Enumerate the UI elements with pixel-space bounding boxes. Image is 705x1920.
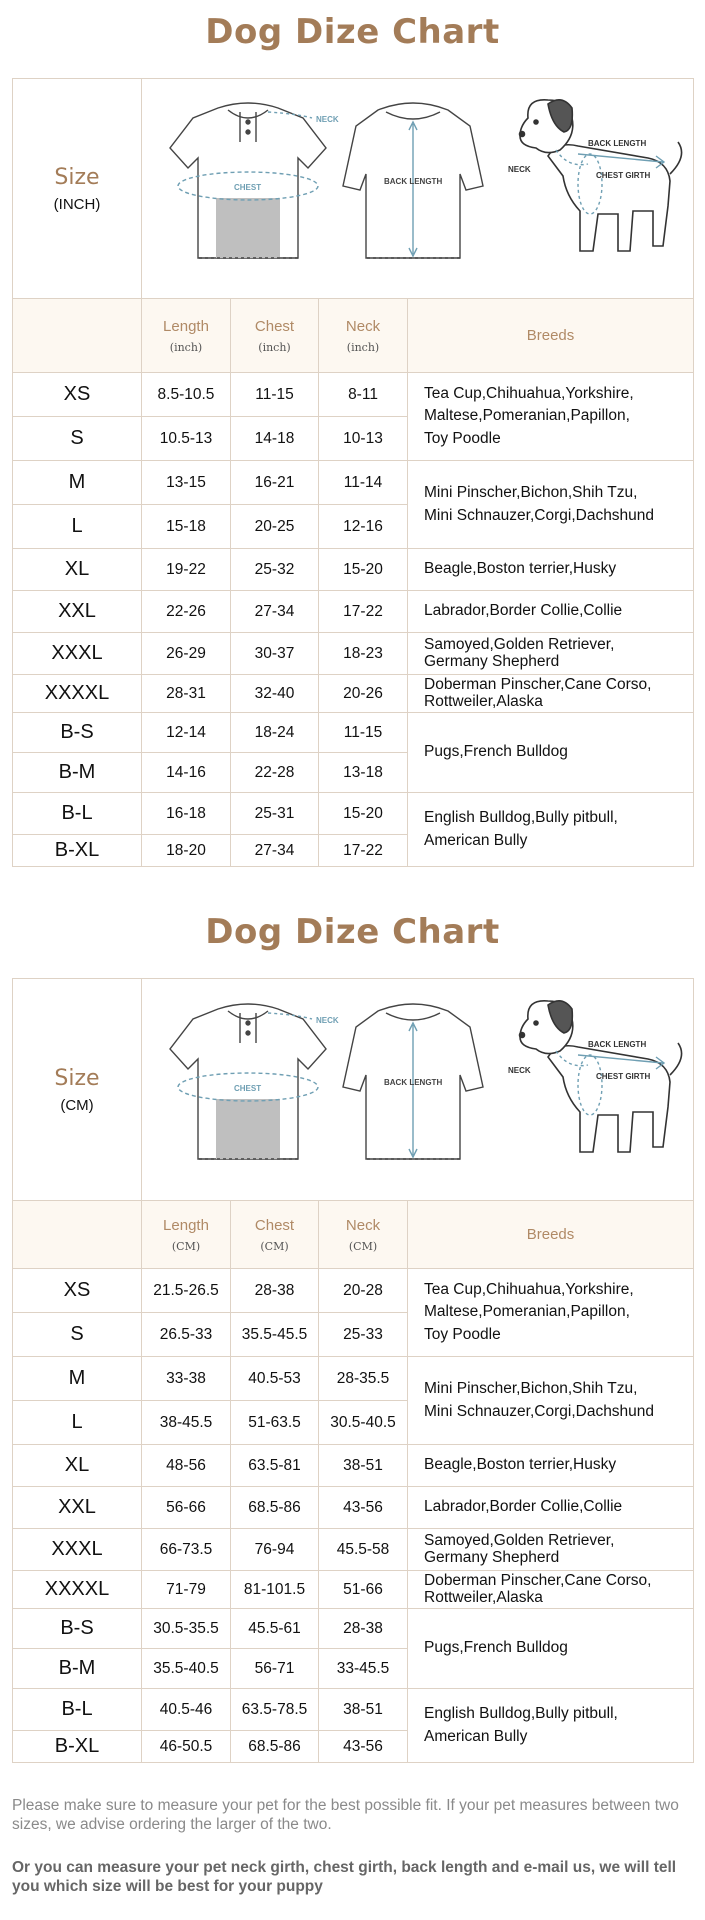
measurement-illustration: [142, 979, 694, 1201]
chest-cell: 28-38: [231, 1269, 319, 1313]
neck-cell: 38-51: [319, 1689, 408, 1731]
chest-cell: 30-37: [231, 633, 319, 675]
size-cell: B-S: [13, 1609, 142, 1649]
breed-cell: Beagle,Boston terrier,Husky: [408, 549, 694, 591]
chest-cell: 27-34: [231, 591, 319, 633]
table-row: [13, 675, 694, 713]
shirt-front-illustration: [170, 103, 326, 258]
header-unit: (inch): [169, 340, 203, 354]
size-cell: XS: [13, 1269, 142, 1313]
header-row: [13, 299, 694, 373]
neck-cell: 43-56: [319, 1731, 408, 1763]
neck-cell: 38-51: [319, 1445, 408, 1487]
chest-cell: 32-40: [231, 675, 319, 713]
neck-cell: 30.5-40.5: [319, 1401, 408, 1445]
svg-text:CHEST: CHEST: [233, 1084, 261, 1093]
header-unit: (CM): [260, 1239, 289, 1253]
shirt-front-illustration: [170, 1004, 326, 1159]
length-cell: 14-16: [142, 753, 231, 793]
size-cell: XXXL: [13, 633, 142, 675]
size-table-inch: [12, 78, 694, 867]
header-row: [13, 1201, 694, 1269]
breed-cell: English Bulldog,Bully pitbull, American Bully: [408, 793, 694, 867]
table-row: [13, 1529, 694, 1571]
chest-cell: 51-63.5: [231, 1401, 319, 1445]
length-cell: 26-29: [142, 633, 231, 675]
fit-note: Please make sure to measure your pet for the best possible fit. If your pet measures between two sizes, we advise ordering the larger of the two.: [12, 1797, 679, 1834]
breed-cell: Tea Cup,Chihuahua,Yorkshire, Maltese,Pomeranian,Papillon, Toy Poodle: [408, 373, 694, 461]
size-cell: S: [13, 1313, 142, 1357]
header-unit: (inch): [346, 340, 380, 354]
breed-cell: Mini Pinscher,Bichon,Shih Tzu, Mini Schnauzer,Corgi,Dachshund: [408, 461, 694, 549]
size-cell: B-L: [13, 793, 142, 835]
measure-illustration-svg: [148, 86, 688, 286]
neck-cell: 51-66: [319, 1571, 408, 1609]
chest-cell: 40.5-53: [231, 1357, 319, 1401]
svg-text:NECK: NECK: [315, 115, 339, 124]
length-cell: 30.5-35.5: [142, 1609, 231, 1649]
size-label-cell: [13, 79, 142, 299]
chest-cell: 63.5-81: [231, 1445, 319, 1487]
table-row: [13, 1609, 694, 1649]
measure-illustration-svg: [148, 987, 688, 1187]
breed-cell: Beagle,Boston terrier,Husky: [408, 1445, 694, 1487]
size-label: Size: [54, 164, 100, 190]
chest-cell: 27-34: [231, 835, 319, 867]
neck-cell: 28-38: [319, 1609, 408, 1649]
neck-cell: 8-11: [319, 373, 408, 417]
chest-cell: 11-15: [231, 373, 319, 417]
breed-cell: Doberman Pinscher,Cane Corso, Rottweiler,Alaska: [408, 1571, 694, 1609]
neck-cell: 20-26: [319, 675, 408, 713]
header-neck: Neck (CM): [319, 1201, 408, 1269]
header-breeds: Breeds: [408, 299, 694, 373]
neck-cell: 33-45.5: [319, 1649, 408, 1689]
svg-text:BACK LENGTH: BACK LENGTH: [383, 177, 442, 186]
table-row: [13, 633, 694, 675]
length-cell: 66-73.5: [142, 1529, 231, 1571]
table-row: [13, 1445, 694, 1487]
chest-cell: 68.5-86: [231, 1487, 319, 1529]
neck-cell: 13-18: [319, 753, 408, 793]
length-cell: 15-18: [142, 505, 231, 549]
header-length: Length (CM): [142, 1201, 231, 1269]
table-row: [13, 1357, 694, 1401]
length-cell: 33-38: [142, 1357, 231, 1401]
chest-cell: 76-94: [231, 1529, 319, 1571]
chest-cell: 81-101.5: [231, 1571, 319, 1609]
table-row: [13, 1689, 694, 1731]
breed-cell: Pugs,French Bulldog: [408, 1609, 694, 1689]
length-cell: 13-15: [142, 461, 231, 505]
length-cell: 8.5-10.5: [142, 373, 231, 417]
size-cell: B-S: [13, 713, 142, 753]
length-cell: 46-50.5: [142, 1731, 231, 1763]
size-label-cell: [13, 979, 142, 1201]
length-cell: 56-66: [142, 1487, 231, 1529]
chest-cell: 16-21: [231, 461, 319, 505]
breed-cell: Samoyed,Golden Retriever, Germany Shepherd: [408, 633, 694, 675]
table-row: [13, 461, 694, 505]
breed-cell: Labrador,Border Collie,Collie: [408, 1487, 694, 1529]
size-cell: XXXXL: [13, 1571, 142, 1609]
contact-note: Or you can measure your pet neck girth, chest girth, back length and e-mail us, we will tell you which size will be best for your puppy: [12, 1859, 677, 1896]
breed-cell: Labrador,Border Collie,Collie: [408, 591, 694, 633]
chest-cell: 20-25: [231, 505, 319, 549]
neck-cell: 10-13: [319, 417, 408, 461]
length-cell: 48-56: [142, 1445, 231, 1487]
header-neck: Neck (inch): [319, 299, 408, 373]
size-cell: XXXL: [13, 1529, 142, 1571]
table-row: [13, 713, 694, 753]
size-cell: B-XL: [13, 1731, 142, 1763]
length-cell: 71-79: [142, 1571, 231, 1609]
neck-cell: 20-28: [319, 1269, 408, 1313]
svg-text:CHEST: CHEST: [233, 183, 261, 192]
size-cell: B-L: [13, 1689, 142, 1731]
chest-cell: 25-32: [231, 549, 319, 591]
length-cell: 18-20: [142, 835, 231, 867]
svg-text:CHEST GIRTH: CHEST GIRTH: [595, 1072, 650, 1081]
breed-cell: Tea Cup,Chihuahua,Yorkshire, Maltese,Pomeranian,Papillon, Toy Poodle: [408, 1269, 694, 1357]
unit-label: (INCH): [53, 195, 101, 213]
header-length: Length (inch): [142, 299, 231, 373]
chest-cell: 68.5-86: [231, 1731, 319, 1763]
size-table-cm: [12, 978, 694, 1763]
breed-cell: English Bulldog,Bully pitbull, American Bully: [408, 1689, 694, 1763]
size-cell: M: [13, 461, 142, 505]
table-row: [13, 1571, 694, 1609]
size-cell: XL: [13, 1445, 142, 1487]
neck-cell: 12-16: [319, 505, 408, 549]
size-cell: XL: [13, 549, 142, 591]
chest-cell: 18-24: [231, 713, 319, 753]
length-cell: 40.5-46: [142, 1689, 231, 1731]
unit-label: (CM): [60, 1096, 94, 1114]
chart-title: Dog Dize Chart: [205, 912, 500, 952]
length-cell: 10.5-13: [142, 417, 231, 461]
size-cell: M: [13, 1357, 142, 1401]
chest-cell: 14-18: [231, 417, 319, 461]
chest-cell: 25-31: [231, 793, 319, 835]
size-cell: XXXXL: [13, 675, 142, 713]
neck-cell: 17-22: [319, 591, 408, 633]
size-cell: XXL: [13, 1487, 142, 1529]
svg-text:BACK LENGTH: BACK LENGTH: [383, 1078, 442, 1087]
header-breeds: Breeds: [408, 1201, 694, 1269]
header-chest: Chest (inch): [231, 299, 319, 373]
length-cell: 38-45.5: [142, 1401, 231, 1445]
size-cell: B-M: [13, 753, 142, 793]
chest-cell: 45.5-61: [231, 1609, 319, 1649]
length-cell: 12-14: [142, 713, 231, 753]
length-cell: 16-18: [142, 793, 231, 835]
size-cell: B-M: [13, 1649, 142, 1689]
neck-cell: 15-20: [319, 793, 408, 835]
chart-title: Dog Dize Chart: [205, 12, 500, 52]
size-cell: XXL: [13, 591, 142, 633]
neck-cell: 11-15: [319, 713, 408, 753]
neck-cell: 15-20: [319, 549, 408, 591]
neck-cell: 11-14: [319, 461, 408, 505]
neck-cell: 25-33: [319, 1313, 408, 1357]
neck-cell: 45.5-58: [319, 1529, 408, 1571]
table-row: [13, 591, 694, 633]
breed-cell: Samoyed,Golden Retriever, Germany Shepherd: [408, 1529, 694, 1571]
svg-text:NECK: NECK: [507, 1066, 531, 1075]
neck-cell: 18-23: [319, 633, 408, 675]
table-row: [13, 793, 694, 835]
svg-text:NECK: NECK: [315, 1016, 339, 1025]
breed-cell: Pugs,French Bulldog: [408, 713, 694, 793]
size-cell: S: [13, 417, 142, 461]
measurement-illustration: [142, 79, 694, 299]
size-cell: B-XL: [13, 835, 142, 867]
neck-cell: 43-56: [319, 1487, 408, 1529]
header-chest: Chest (CM): [231, 1201, 319, 1269]
chest-cell: 56-71: [231, 1649, 319, 1689]
svg-text:BACK LENGTH: BACK LENGTH: [587, 1040, 646, 1049]
table-row: [13, 549, 694, 591]
chest-cell: 63.5-78.5: [231, 1689, 319, 1731]
size-cell: L: [13, 505, 142, 549]
length-cell: 35.5-40.5: [142, 1649, 231, 1689]
chest-cell: 22-28: [231, 753, 319, 793]
chest-cell: 35.5-45.5: [231, 1313, 319, 1357]
size-label: Size: [54, 1065, 100, 1091]
breed-cell: Doberman Pinscher,Cane Corso, Rottweiler,Alaska: [408, 675, 694, 713]
size-cell: L: [13, 1401, 142, 1445]
neck-cell: 17-22: [319, 835, 408, 867]
neck-cell: 28-35.5: [319, 1357, 408, 1401]
header-unit: (CM): [171, 1239, 201, 1253]
header-unit: (inch): [258, 340, 291, 354]
length-cell: 28-31: [142, 675, 231, 713]
svg-text:CHEST GIRTH: CHEST GIRTH: [595, 171, 650, 180]
svg-text:BACK LENGTH: BACK LENGTH: [587, 139, 646, 148]
table-row: [13, 373, 694, 417]
length-cell: 21.5-26.5: [142, 1269, 231, 1313]
size-cell: XS: [13, 373, 142, 417]
length-cell: 22-26: [142, 591, 231, 633]
table-row: [13, 1487, 694, 1529]
length-cell: 19-22: [142, 549, 231, 591]
header-unit: (CM): [348, 1239, 378, 1253]
length-cell: 26.5-33: [142, 1313, 231, 1357]
svg-text:NECK: NECK: [507, 165, 531, 174]
illustration-row: [13, 79, 694, 299]
table-row: [13, 1269, 694, 1313]
breed-cell: Mini Pinscher,Bichon,Shih Tzu, Mini Schnauzer,Corgi,Dachshund: [408, 1357, 694, 1445]
illustration-row: [13, 979, 694, 1201]
